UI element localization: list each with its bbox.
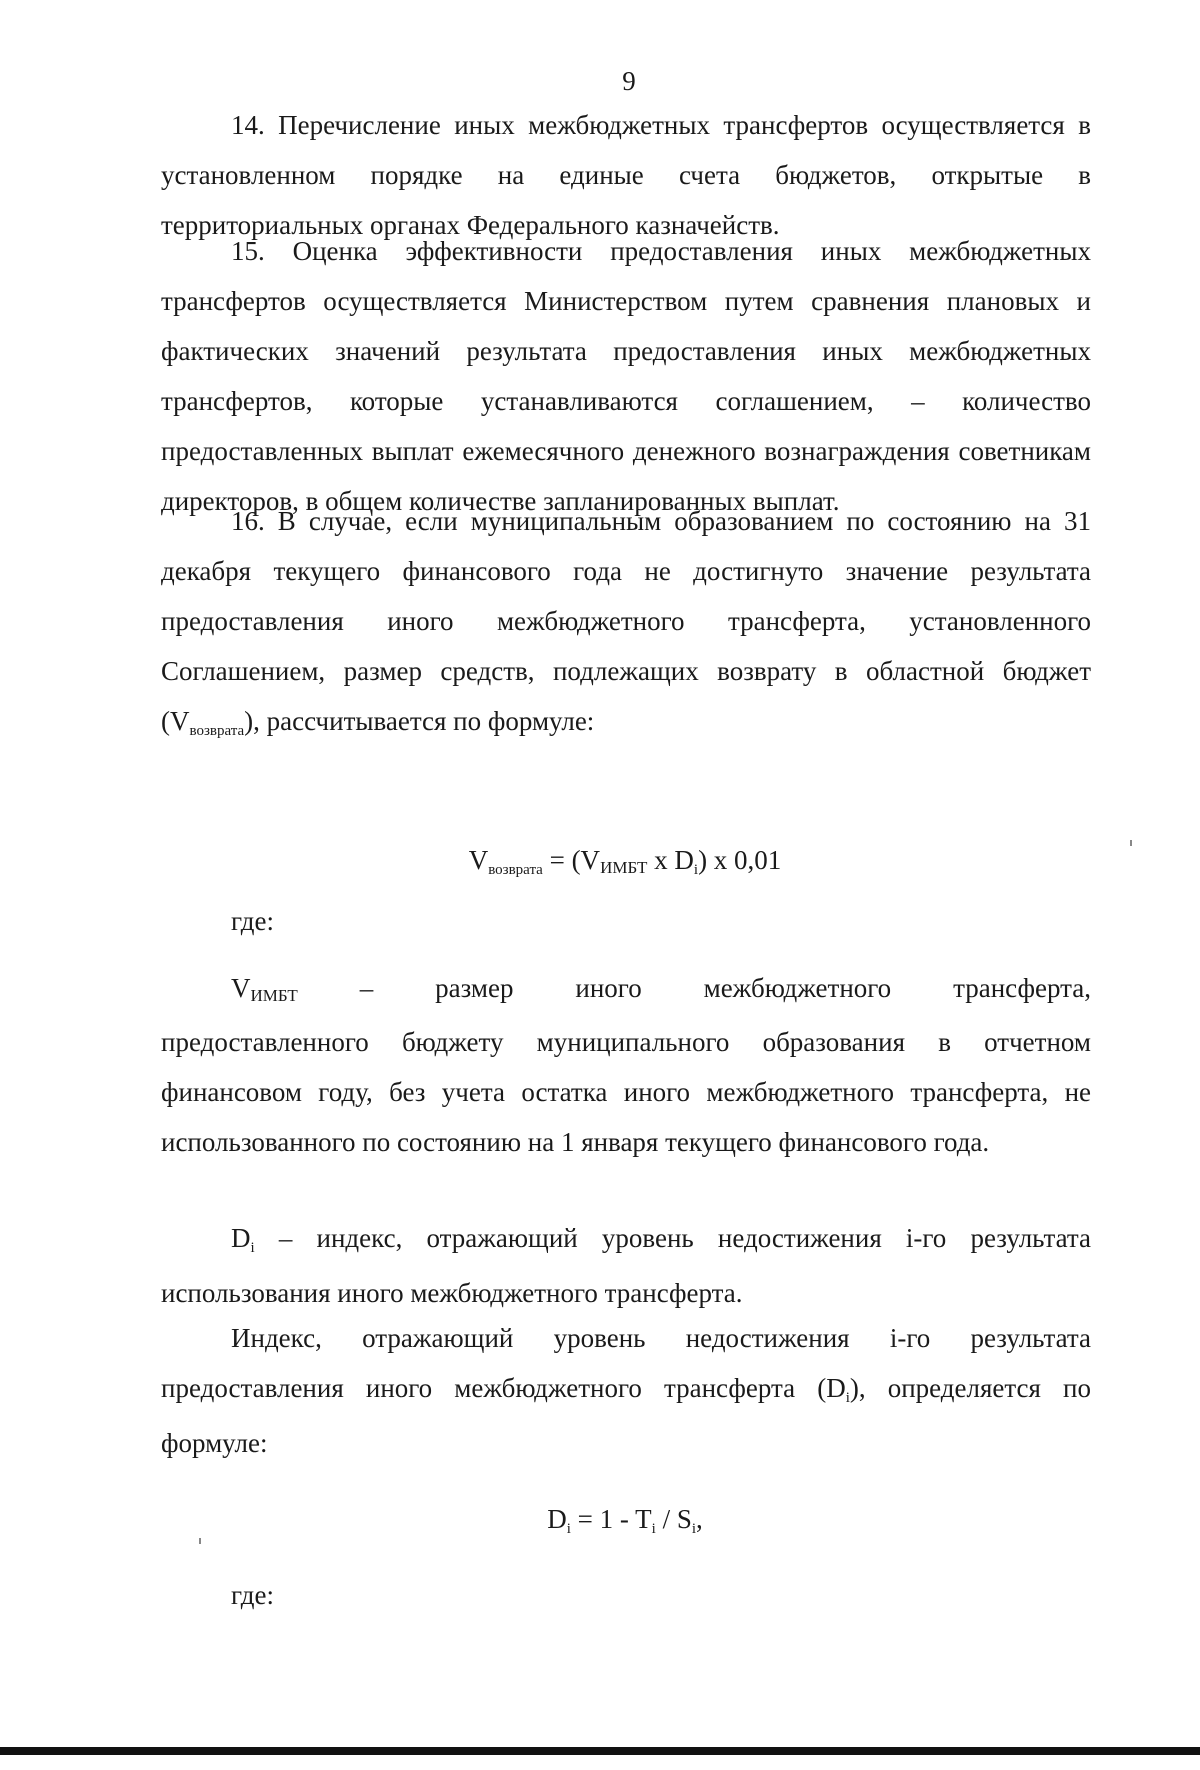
def-vimbt-symbol: V [231,973,251,1003]
formula2-mid: = 1 - T [570,1504,652,1534]
definition-di [161,1213,1091,1318]
where-label-2: где: [231,1580,274,1610]
paragraph-16-part2: ), рассчитывается по формуле: [244,706,595,736]
paragraph-16-text [161,496,1091,751]
paragraph-16-part1: 16. В случае, если муниципальным образованием по состоянию на 31 декабря текущего финансового года не достигнуто значение результата предоставления иного межбюджетного трансферта, установленного Соглашением, размер средств, подлежащих возврату в областной бюджет (V [161,506,1091,736]
def-di-text [161,1213,1091,1318]
index-part2: ), определяется по формуле: [161,1373,1091,1458]
def-vimbt-symbol-group [231,963,298,1017]
def-vimbt-word-4: трансферта, [953,973,1091,1003]
index-part1: Индекс, отражающий уровень недостижения i-го результата предоставления иного межбюджетного трансферта (D [161,1323,1091,1403]
def-vimbt-word-1: размер [435,973,514,1003]
paragraph-14-text: 14. Перечисление иных межбюджетных трансфертов осуществляется в установленном порядке на единые счета бюджетов, открытые в территориальных органах Федерального казначейств. [161,110,1091,240]
bottom-border-line [0,1747,1200,1755]
paragraph-16 [161,496,1091,751]
index-paragraph [161,1313,1091,1468]
formula2-slash: / S [655,1504,692,1534]
formula1-v: V [468,845,489,875]
def-vimbt-dash: – [359,973,374,1003]
def-vimbt-rest: предоставленного бюджету муниципального образования в отчетном финансовом году, без учета остатка иного межбюджетного трансферта, не использованного по состоянию на 1 января текущего финансового года. [161,1027,1091,1157]
def-di-symbol-sub: i [250,1240,255,1256]
def-vimbt-word-3: межбюджетного [703,973,892,1003]
formula1-imbt-sub: ИМБТ [600,858,648,877]
definition-v-imbt-first-line [231,963,1091,1017]
formula1-rest1: = (V [542,845,601,875]
formula2-d-sub: i [566,1521,571,1537]
def-di-symbol: D [231,1223,251,1253]
def-vimbt-symbol-sub: ИМБТ [250,986,298,1005]
v-return-subscript: возврата [189,723,245,739]
paragraph-15-text: 15. Оценка эффективности предоставления иных межбюджетных трансфертов осуществляется Министерством путем сравнения плановых и фактических значений результата предоставления иных межбюджетных трансфертов, которые устанавливаются соглашением, – количество предоставленных выплат ежемесячного денежного вознаграждения советникам директоров, в общем количестве запланированных выплат. [161,236,1091,516]
paragraph-15 [161,226,1091,526]
scan-speck [1130,840,1132,846]
formula2-s-sub: i [691,1521,697,1537]
where-label-1: где: [231,906,274,936]
page-number: 9 [622,66,636,96]
formula-v-return [0,840,1200,885]
formula2-end: , [696,1504,703,1534]
scan-speck [199,1538,201,1544]
def-vimbt-word-2: иного [575,973,642,1003]
def-di-body: – индекс, отражающий уровень недостижения i-го результата использования иного межбюджетного трансферта. [161,1223,1091,1308]
formula-di [0,1499,1200,1544]
definition-v-imbt [161,963,1091,1167]
index-paragraph-text [161,1313,1091,1468]
index-sub: i [845,1390,850,1406]
formula1-v-sub: возврата [488,862,543,878]
formula2-t-sub: i [651,1521,656,1537]
formula1-rest3: ) x 0,01 [698,845,782,875]
formula1-i-sub: i [693,862,699,878]
formula2-d: D [547,1504,567,1534]
formula1-rest2: x D [647,845,694,875]
